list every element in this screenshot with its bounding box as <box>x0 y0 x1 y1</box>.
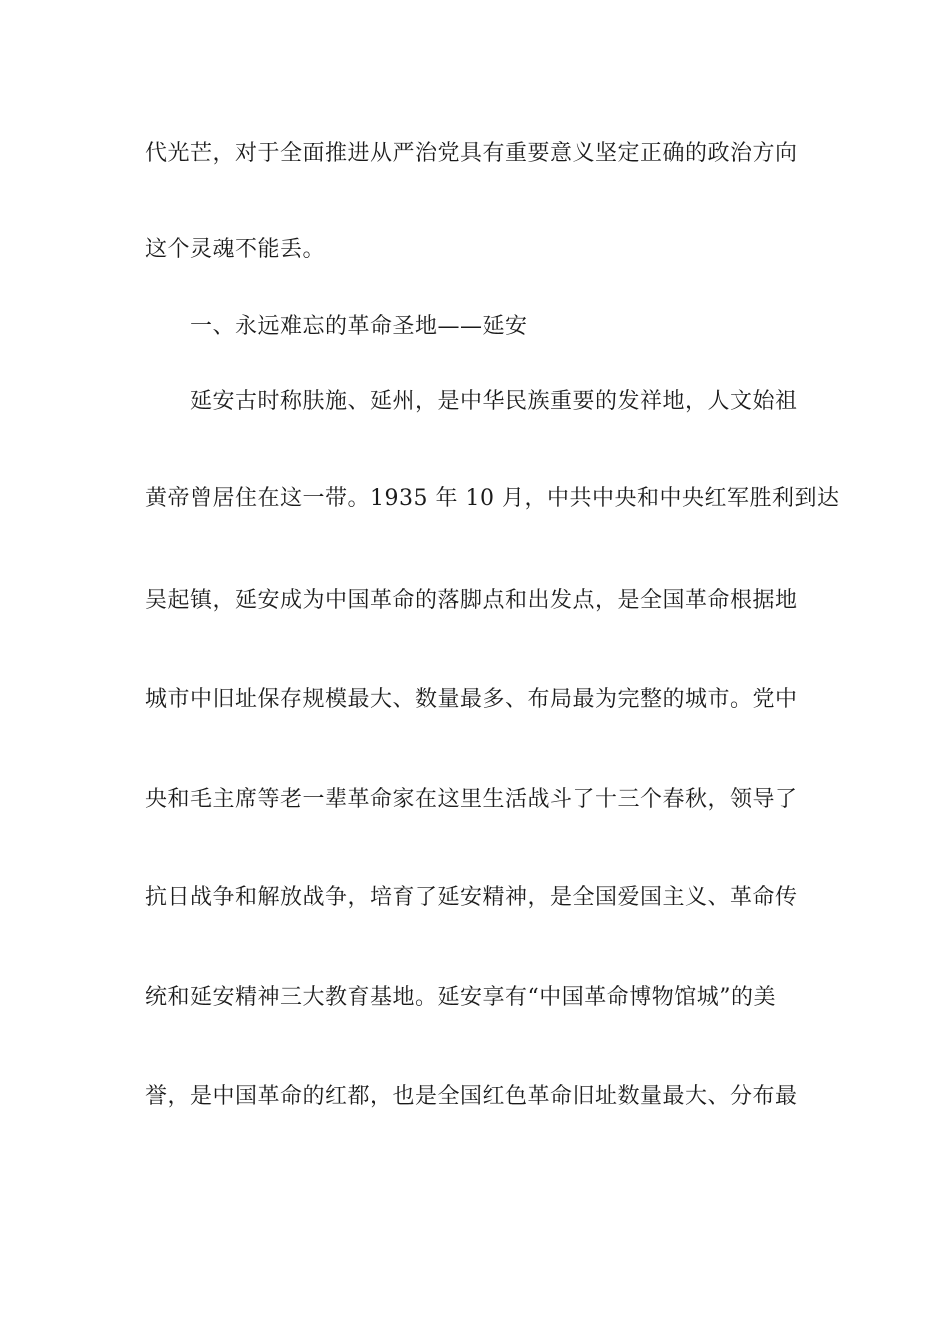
text-line: 统和延安精神三大教育基地。延安享有“中国革命博物馆城”的美 <box>145 985 776 1010</box>
text-line: 誉，是中国革命的红都，也是全国红色革命旧址数量最大、分布最 <box>145 1084 798 1109</box>
text-line: 城市中旧址保存规模最大、数量最多、布局最为完整的城市。党中 <box>145 687 798 712</box>
text-line: 黄帝曾居住在这一带。1935 年 10 月，中共中央和中央红军胜利到达 <box>145 486 840 511</box>
text-line: 吴起镇，延安成为中国革命的落脚点和出发点，是全国革命根据地 <box>145 588 798 613</box>
text-line: 抗日战争和解放战争，培育了延安精神，是全国爱国主义、革命传 <box>145 885 798 910</box>
paragraph-first-line: 延安古时称肤施、延州，是中华民族重要的发祥地，人文始祖 <box>190 389 798 414</box>
section-heading: 一、永远难忘的革命圣地——延安 <box>190 314 528 339</box>
text-line: 这个灵魂不能丢。 <box>145 237 326 262</box>
text-line: 央和毛主席等老一辈革命家在这里生活战斗了十三个春秋，领导了 <box>145 787 798 812</box>
text-line: 代光芒，对于全面推进从严治党具有重要意义坚定正确的政治方向 <box>145 141 798 166</box>
